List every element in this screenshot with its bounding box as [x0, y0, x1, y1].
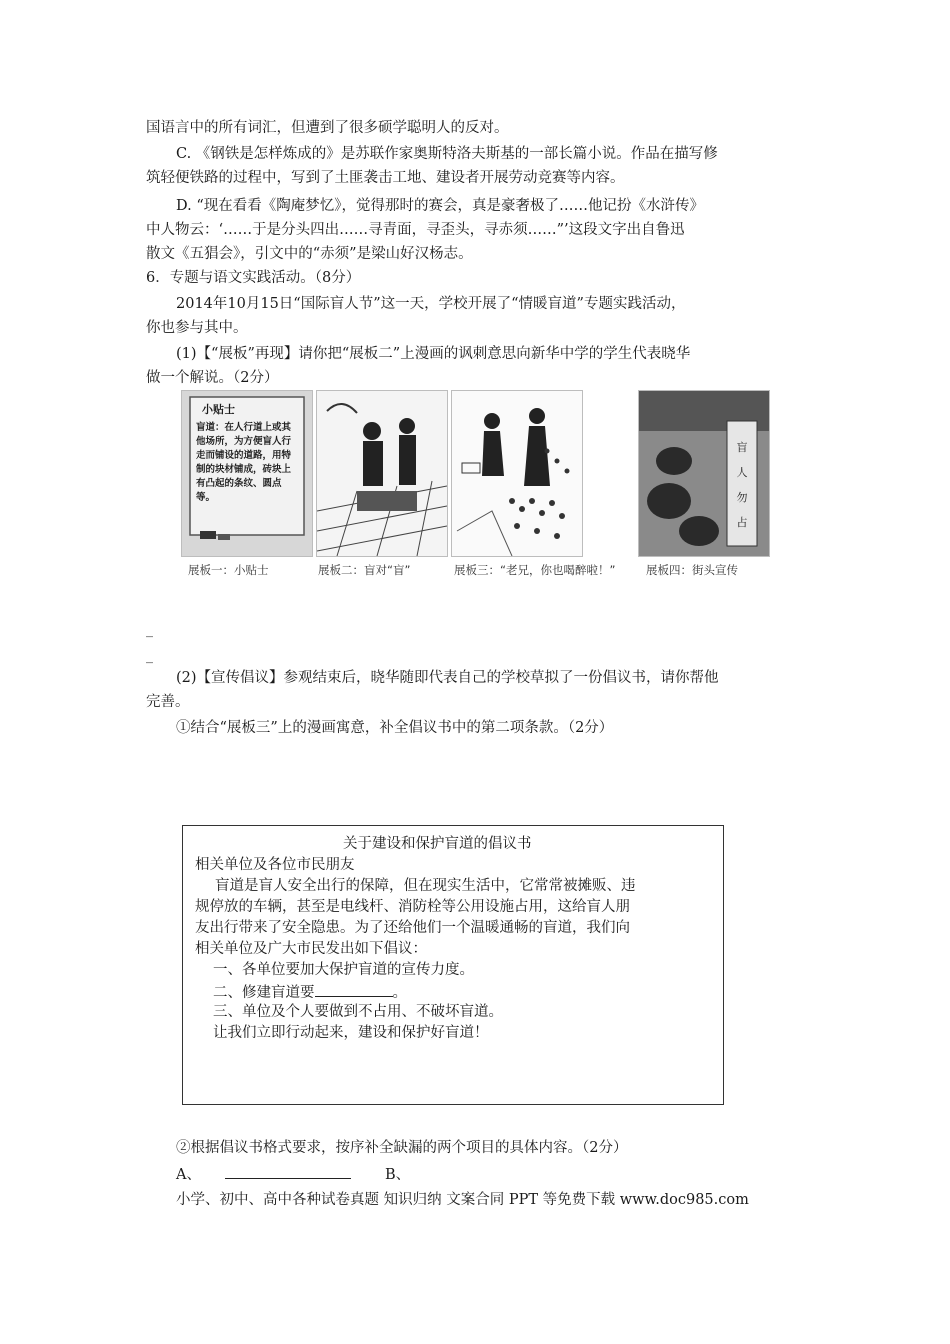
caption-panel-3: 展板三：“老兄，你也喝醉啦！” [454, 563, 616, 577]
answer-blank-mark: _ [146, 622, 153, 638]
answer-line [176, 1164, 410, 1185]
text-line: 散文《五猖会》，引文中的“赤须”是梁山好汉杨志。 [146, 246, 473, 262]
proposal-title: 关于建设和保护盲道的倡议书 [343, 836, 532, 852]
proposal-item-3: 三、单位及个人要做到不占用、不破坏盲道。 [213, 1004, 503, 1020]
text-line: 国语言中的所有词汇，但遭到了很多硕学聪明人的反对。 [146, 120, 509, 136]
text-line: 做一个解说。（2分） [146, 370, 279, 386]
proposal-paragraph: 盲道是盲人安全出行的保障，但在现实生活中，它常常被摊贩、违 [215, 878, 636, 894]
proposal-paragraph: 规停放的车辆，甚至是电线杆、消防栓等公用设施占用，这给盲人朋 [195, 899, 630, 915]
blind-road-cartoon [317, 391, 447, 556]
proposal-closing: 让我们立即行动起来，建设和保护好盲道！ [213, 1025, 489, 1041]
proposal-item-1: 一、各单位要加大保护盲道的宣传力度。 [213, 962, 474, 978]
drunk-cartoon [452, 391, 582, 556]
svg-text:勿: 勿 [736, 491, 748, 504]
panel-tip [181, 390, 313, 557]
proposal-paragraph: 相关单位及广大市民发出如下倡议： [195, 941, 427, 957]
text-line: 完善。 [146, 694, 190, 710]
answer-b-label: B、 [384, 1167, 411, 1183]
caption-panel-1: 展板一：小贴士 [188, 563, 269, 577]
option-c-line: C. 《钢铁是怎样炼成的》是苏联作家奥斯特洛夫斯基的一部长篇小说。作品在描写修 [176, 146, 718, 162]
subquestion-1: (1)【“展板”再现】请你把“展板二”上漫画的讽刺意思向新华中学的学生代表晓华 [176, 346, 691, 362]
page-footer: 小学、初中、高中各种试卷真题 知识归纳 文案合同 PPT 等免费下载 www.doc985.com [176, 1192, 749, 1208]
answer-a-label: A、 [176, 1167, 201, 1183]
answer-blank-mark: _ [146, 648, 153, 664]
proposal-paragraph: 友出行带来了安全隐患。为了还给他们一个温暖通畅的盲道，我们向 [195, 920, 630, 936]
panel-cartoon-2 [316, 390, 448, 557]
panel-cartoon-3 [451, 390, 583, 557]
street-photo [639, 391, 769, 556]
proposal-item-2-blank[interactable] [315, 981, 393, 997]
subquestion-2: (2)【宣传倡议】参观结束后，晓华随即代表自己的学校草拟了一份倡议书，请你帮他 [176, 670, 719, 686]
question-6-heading: 6．专题与语文实践活动。（8分） [146, 270, 361, 286]
exhibit-panels [176, 390, 786, 585]
tip-body: 盲道：在人行道上或其他场所，为方便盲人行走而铺设的道路，用特制的块材铺成，砖块上有凸起的条纹、圆点等。 [196, 422, 292, 503]
option-d-line: D. “现在看看《陶庵梦忆》，觉得那时的赛会，真是豪奢极了……他记扮《水浒传》 [176, 198, 704, 214]
panel-photo-4 [638, 390, 770, 557]
text-line: 中人物云：‘……于是分头四出……寻青面，寻歪头，寻赤须……”’这段文字出自鲁迅 [146, 222, 685, 238]
svg-text:盲: 盲 [736, 441, 748, 454]
caption-panel-4: 展板四：街头宣传 [646, 563, 738, 577]
subquestion-2-part-1: ①结合“展板三”上的漫画寓意，补全倡议书中的第二项条款。（2分） [176, 720, 614, 736]
tip-title: 小贴士 [202, 403, 235, 416]
svg-text:人: 人 [736, 466, 748, 479]
text-line: 筑轻便铁路的过程中，写到了土匪袭击工地、建设者开展劳动竞赛等内容。 [146, 170, 625, 186]
proposal-item-2-text: 二、修建盲道要 [213, 985, 315, 1001]
caption-panel-2: 展板二：盲对“盲” [318, 563, 411, 577]
text-line: 2014年10月15日“国际盲人节”这一天，学校开展了“情暖盲道”专题实践活动， [176, 296, 686, 312]
proposal-greeting: 相关单位及各位市民朋友 [195, 857, 355, 873]
proposal-item-2 [213, 981, 407, 1004]
proposal-item-2-end: 。 [392, 985, 407, 1001]
subquestion-2-part-2: ②根据倡议书格式要求，按序补全缺漏的两个项目的具体内容。（2分） [176, 1140, 628, 1156]
text-line: 你也参与其中。 [146, 320, 248, 336]
svg-text:占: 占 [736, 516, 748, 529]
proposal-box [182, 825, 724, 1105]
answer-a-blank[interactable] [225, 1164, 351, 1179]
